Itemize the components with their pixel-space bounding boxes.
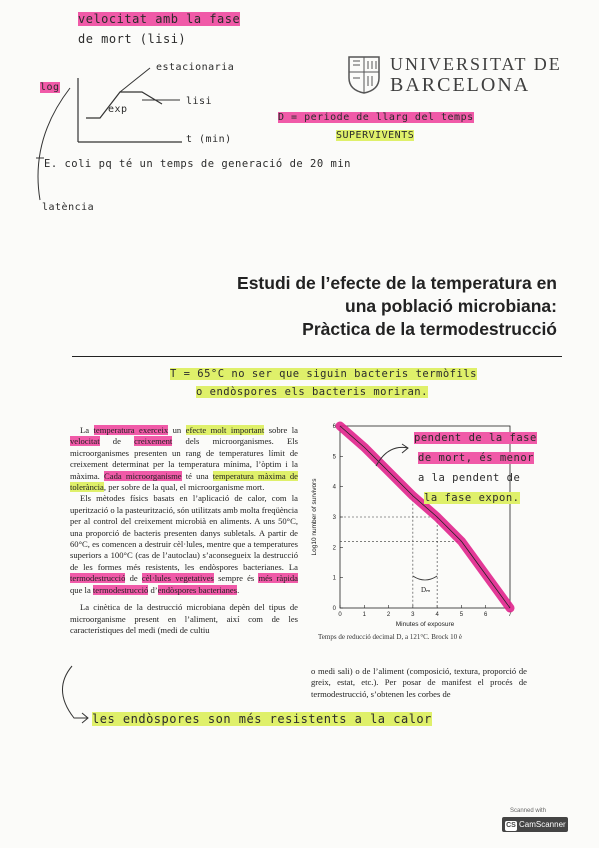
document-title [237,272,557,341]
paragraph-2 [70,493,298,596]
note-top-2: de mort (lisi) [78,32,187,46]
x-tick-label: 7 [508,612,512,618]
dm-brace [413,576,437,580]
note-endospores [196,386,428,398]
title-line-3: Pràctica de la termodestrucció [302,319,557,339]
note-t65-text: T = 65°C no ser que siguin bacteris termòfils [170,368,477,380]
y-tick-label: 2 [332,545,336,552]
note-exp: exp [108,104,128,115]
camscanner-icon: CS [506,822,516,829]
p1-s4: de [99,436,135,447]
x-tick-label: 3 [411,612,415,618]
y-tick-label: 0 [332,606,336,612]
p2-s2: de [125,573,142,584]
p1-s1: La [80,425,94,435]
p2-s4: que la [70,584,93,595]
p2-h3: més ràpida [258,573,298,584]
p2-h1: termodestrucció [70,573,126,584]
p2-s5: d’ [148,584,158,595]
note-chart-3: a la pendent de [418,472,521,484]
x-tick-label: 6 [484,612,488,618]
note-latencia: latència [42,202,95,213]
chart-caption: Temps de reducció decimal D, a 121°C. Brock 10 è [318,633,463,641]
title-rule [72,356,562,357]
x-tick-label: 4 [435,612,439,618]
y-tick-label: 1 [332,575,336,582]
chart-annotation-dm: Dₘ [421,586,431,594]
note-d-def-text: D = periode de llarg del temps [278,112,474,123]
note-t65 [170,368,477,380]
p1-s3: sobre la [264,425,298,435]
paragraph-1 [70,425,298,493]
y-tick-label: 3 [332,515,336,521]
p2-h4: termodestrucció [92,584,149,595]
note-lisi: lisi [186,96,213,107]
note-supervivents-text: SUPERVIVENTS [336,130,415,141]
note-supervivents [336,130,414,141]
p1-s2: un [168,425,186,435]
p2-s1: Els mètodes físics basats en l’aplicació de calor, com la uperització o la pasteurització, són utilitzats amb molta freqüència per al control del creixement microbià en aliments. A uns 50°C, una proporció de bacteris presenten danys subletals. A partir de 60°C, es comencen a destruir cèl·lules, mentre que a temperatures superiors a 100°C (cas de l’autoclau) s’aconsegueix la destrucció de les formes més resistents, les endòspores bacterianes. La [70,493,298,572]
p1-h2: efecte molt important [185,425,265,435]
y-tick-label: 6 [332,424,336,430]
note-bottom-text: les endòspores son més resistents a la calor [92,712,432,726]
scanner-watermark [502,808,568,838]
note-arrow-icon [374,440,414,470]
note-chart-1-text: pendent de la fase [414,432,537,444]
title-line-2: una població microbiana: [345,296,557,316]
note-tmin: t (min) [186,134,232,145]
note-top-1-text: velocitat amb la fase [78,12,241,26]
survivor-curve-chart [306,418,528,630]
x-tick-label: 5 [459,612,464,618]
p2-s6: . [237,584,240,595]
p1-h6: temperatura màxima de tolerància [70,470,298,493]
y-tick-label: 4 [332,484,336,491]
scanner-top-text: Scanned with [510,808,547,814]
title-line-1: Estudi de l’efecte de la temperatura en [237,273,557,293]
note-log-text: log [40,82,60,93]
p2-h5: endòspores bacterianes [157,584,238,595]
note-chart-4-text: la fase expon. [424,492,520,504]
x-tick-label: 1 [362,612,366,618]
chart-guide-lines [340,496,461,608]
x-tick-label: 0 [338,612,342,618]
note-estacionaria: estacionaria [156,62,235,73]
chart-x-label: Minutes of exposure [395,621,455,628]
p1-h4: creixement [134,436,173,447]
paragraph-3: La cinètica de la destrucció microbiana depèn del tipus de microorganisme present en l’aliment, així com de les característiques del medi (medi de cultiu [70,602,298,635]
paragraph-3-continued: o medi sali) o de l’aliment (composició, textura, proporció de greix, estat, etc.). Per posar de manifest el procés de termodestrucció, s’obtenen les corbes de [311,666,527,699]
note-bottom [92,712,432,726]
note-d-def [278,112,474,123]
p1-h1: temperatura exerceix [93,425,169,435]
p1-s7: , per sobre de la qual, el microorganisme mort. [103,482,265,493]
scanner-name: CamScanner [519,820,566,829]
growth-curve-sketch [0,0,330,220]
scanner-badge [502,817,568,832]
p1-h5: Cada microorganisme [104,470,182,481]
university-seal-icon [346,54,382,94]
x-tick-label: 2 [386,612,391,618]
note-endospores-text: o endòspores els bacteris moriran. [196,386,428,398]
y-tick-label: 5 [332,454,336,461]
note-ecoli: E. coli pq té un temps de generació de 20 min [44,158,351,170]
note-chart-2 [418,452,534,464]
logo-line-1: UNIVERSITAT DE [390,54,562,74]
note-log [40,82,60,93]
note-chart-4 [424,492,520,504]
body-text-column [70,425,298,636]
p1-h3: velocitat [70,436,100,447]
p1-s6: té una [181,470,213,481]
note-chart-2-text: de mort, és menor [418,452,534,464]
chart-y-label: Log10 number of survivors [311,478,318,556]
logo-line-2: BARCELONA [390,74,531,96]
p2-h2: cèl·lules vegetatives [141,573,214,584]
p2-s3: sempre és [213,573,259,584]
p1-s5: dels microorganismes. Els microorganismes presenten un rang de temperatures límit de creixement determinat per la temperatura mínima, l’òptim i la màxima. [70,436,298,481]
note-chart-1 [414,432,537,444]
